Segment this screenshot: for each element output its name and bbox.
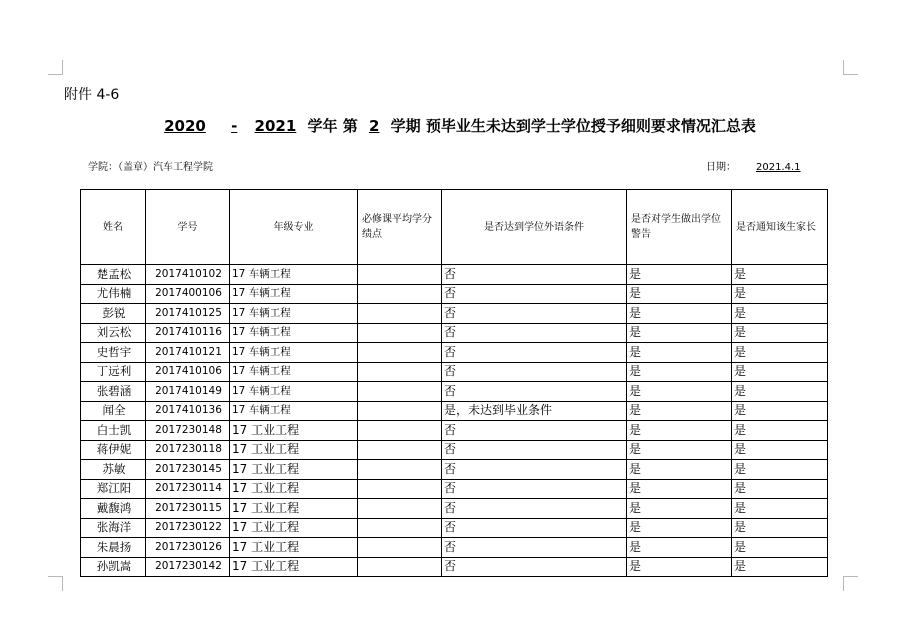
cell-gpa xyxy=(358,284,442,304)
header-notify: 是否通知该生家长 xyxy=(732,190,828,265)
table-row xyxy=(81,401,828,421)
margin-corner-mark xyxy=(48,60,63,75)
cell-warning: 是 xyxy=(627,323,732,343)
cell-notify: 是 xyxy=(732,460,828,480)
cell-gpa xyxy=(358,362,442,382)
margin-corner-mark xyxy=(843,60,858,75)
cell-notify: 是 xyxy=(732,265,828,285)
cell-warning: 是 xyxy=(627,362,732,382)
cell-language: 否 xyxy=(442,304,627,324)
cell-name: 郑江阳 xyxy=(81,479,146,499)
date-value: 2021.4.1 xyxy=(756,162,801,173)
cell-student-id: 2017400106 xyxy=(146,284,230,304)
cell-language: 否 xyxy=(442,265,627,285)
cell-language: 否 xyxy=(442,538,627,558)
cell-major: 17 车辆工程 xyxy=(230,265,358,285)
cell-gpa xyxy=(358,421,442,441)
cell-warning: 是 xyxy=(627,343,732,363)
title-rest: 学期 预毕业生未达到学士学位授予细则要求情况汇总表 xyxy=(390,117,756,135)
table-row xyxy=(81,382,828,402)
cell-gpa xyxy=(358,401,442,421)
cell-notify: 是 xyxy=(732,284,828,304)
cell-name: 楚孟松 xyxy=(81,265,146,285)
cell-notify: 是 xyxy=(732,499,828,519)
header-name: 姓名 xyxy=(81,190,146,265)
title-year-end: 2021 xyxy=(254,117,297,135)
cell-warning: 是 xyxy=(627,440,732,460)
cell-warning: 是 xyxy=(627,401,732,421)
cell-student-id: 2017230126 xyxy=(146,538,230,558)
cell-name: 朱晨扬 xyxy=(81,538,146,558)
cell-major: 17 工业工程 xyxy=(230,421,358,441)
title-dash: - xyxy=(231,117,238,135)
cell-language: 否 xyxy=(442,499,627,519)
cell-warning: 是 xyxy=(627,284,732,304)
cell-notify: 是 xyxy=(732,538,828,558)
cell-warning: 是 xyxy=(627,557,732,577)
cell-name: 丁远利 xyxy=(81,362,146,382)
cell-major: 17 工业工程 xyxy=(230,538,358,558)
cell-major: 17 车辆工程 xyxy=(230,304,358,324)
table-row xyxy=(81,499,828,519)
cell-notify: 是 xyxy=(732,304,828,324)
cell-language: 否 xyxy=(442,518,627,538)
document-title xyxy=(0,115,906,136)
cell-language: 否 xyxy=(442,440,627,460)
cell-language: 是，未达到毕业条件 xyxy=(442,401,627,421)
cell-student-id: 2017410136 xyxy=(146,401,230,421)
cell-gpa xyxy=(358,265,442,285)
cell-gpa xyxy=(358,343,442,363)
cell-gpa xyxy=(358,518,442,538)
cell-gpa xyxy=(358,557,442,577)
cell-student-id: 2017230145 xyxy=(146,460,230,480)
cell-gpa xyxy=(358,323,442,343)
date-label: 日期： xyxy=(706,162,736,173)
cell-name: 闻全 xyxy=(81,401,146,421)
cell-name: 尤伟楠 xyxy=(81,284,146,304)
cell-major: 17 车辆工程 xyxy=(230,382,358,402)
table-row xyxy=(81,421,828,441)
cell-notify: 是 xyxy=(732,518,828,538)
cell-name: 苏敏 xyxy=(81,460,146,480)
cell-notify: 是 xyxy=(732,343,828,363)
cell-gpa xyxy=(358,499,442,519)
cell-student-id: 2017410106 xyxy=(146,362,230,382)
cell-language: 否 xyxy=(442,557,627,577)
cell-warning: 是 xyxy=(627,421,732,441)
cell-notify: 是 xyxy=(732,421,828,441)
cell-major: 17 工业工程 xyxy=(230,518,358,538)
cell-warning: 是 xyxy=(627,304,732,324)
cell-notify: 是 xyxy=(732,401,828,421)
table-row xyxy=(81,557,828,577)
cell-gpa xyxy=(358,304,442,324)
cell-warning: 是 xyxy=(627,499,732,519)
table-row xyxy=(81,265,828,285)
cell-student-id: 2017230118 xyxy=(146,440,230,460)
header-warning: 是否对学生做出学位警告 xyxy=(627,190,732,265)
title-year-suffix: 学年 第 xyxy=(307,117,358,135)
cell-student-id: 2017410121 xyxy=(146,343,230,363)
header-major: 年级专业 xyxy=(230,190,358,265)
cell-major: 17 车辆工程 xyxy=(230,284,358,304)
cell-major: 17 车辆工程 xyxy=(230,343,358,363)
cell-major: 17 工业工程 xyxy=(230,557,358,577)
table-row xyxy=(81,304,828,324)
cell-notify: 是 xyxy=(732,440,828,460)
table-row xyxy=(81,362,828,382)
cell-student-id: 2017230115 xyxy=(146,499,230,519)
table-header-row xyxy=(81,190,828,265)
cell-gpa xyxy=(358,382,442,402)
cell-major: 17 车辆工程 xyxy=(230,323,358,343)
cell-name: 张海洋 xyxy=(81,518,146,538)
cell-major: 17 工业工程 xyxy=(230,499,358,519)
cell-name: 白士凯 xyxy=(81,421,146,441)
title-semester: 2 xyxy=(369,117,380,135)
cell-warning: 是 xyxy=(627,479,732,499)
cell-gpa xyxy=(358,440,442,460)
table-row xyxy=(81,343,828,363)
cell-warning: 是 xyxy=(627,460,732,480)
cell-gpa xyxy=(358,460,442,480)
cell-warning: 是 xyxy=(627,265,732,285)
margin-corner-mark xyxy=(843,576,858,591)
header-language: 是否达到学位外语条件 xyxy=(442,190,627,265)
cell-major: 17 车辆工程 xyxy=(230,362,358,382)
cell-name: 孙凯嵩 xyxy=(81,557,146,577)
cell-language: 否 xyxy=(442,479,627,499)
date-line xyxy=(706,158,817,173)
cell-language: 否 xyxy=(442,460,627,480)
cell-student-id: 2017230122 xyxy=(146,518,230,538)
summary-table xyxy=(80,189,828,577)
cell-major: 17 工业工程 xyxy=(230,460,358,480)
cell-major: 17 车辆工程 xyxy=(230,401,358,421)
cell-gpa xyxy=(358,538,442,558)
cell-notify: 是 xyxy=(732,323,828,343)
cell-name: 蒋伊妮 xyxy=(81,440,146,460)
table-row xyxy=(81,323,828,343)
cell-student-id: 2017410116 xyxy=(146,323,230,343)
cell-major: 17 工业工程 xyxy=(230,440,358,460)
cell-language: 否 xyxy=(442,284,627,304)
cell-gpa xyxy=(358,479,442,499)
cell-student-id: 2017410102 xyxy=(146,265,230,285)
cell-name: 刘云松 xyxy=(81,323,146,343)
table-row xyxy=(81,460,828,480)
cell-student-id: 2017230148 xyxy=(146,421,230,441)
cell-name: 彭锐 xyxy=(81,304,146,324)
cell-notify: 是 xyxy=(732,382,828,402)
title-year-start: 2020 xyxy=(164,117,206,135)
cell-notify: 是 xyxy=(732,479,828,499)
table-row xyxy=(81,479,828,499)
cell-student-id: 2017230114 xyxy=(146,479,230,499)
cell-language: 否 xyxy=(442,382,627,402)
attachment-label: 附件 4-6 xyxy=(64,87,120,103)
header-student-id: 学号 xyxy=(146,190,230,265)
table-row xyxy=(81,284,828,304)
table-row xyxy=(81,440,828,460)
cell-student-id: 2017410125 xyxy=(146,304,230,324)
cell-language: 否 xyxy=(442,343,627,363)
cell-warning: 是 xyxy=(627,382,732,402)
cell-notify: 是 xyxy=(732,362,828,382)
margin-corner-mark xyxy=(48,576,63,591)
cell-major: 17 工业工程 xyxy=(230,479,358,499)
cell-student-id: 2017410149 xyxy=(146,382,230,402)
cell-language: 否 xyxy=(442,421,627,441)
table-row xyxy=(81,518,828,538)
cell-language: 否 xyxy=(442,362,627,382)
cell-warning: 是 xyxy=(627,538,732,558)
header-gpa: 必修课平均学分绩点 xyxy=(358,190,442,265)
cell-language: 否 xyxy=(442,323,627,343)
cell-name: 张碧涵 xyxy=(81,382,146,402)
cell-name: 史哲宇 xyxy=(81,343,146,363)
cell-student-id: 2017230142 xyxy=(146,557,230,577)
college-line: 学院：（盖章）汽车工程学院 xyxy=(88,162,213,173)
cell-notify: 是 xyxy=(732,557,828,577)
table-row xyxy=(81,538,828,558)
cell-name: 戴馥鸿 xyxy=(81,499,146,519)
cell-warning: 是 xyxy=(627,518,732,538)
